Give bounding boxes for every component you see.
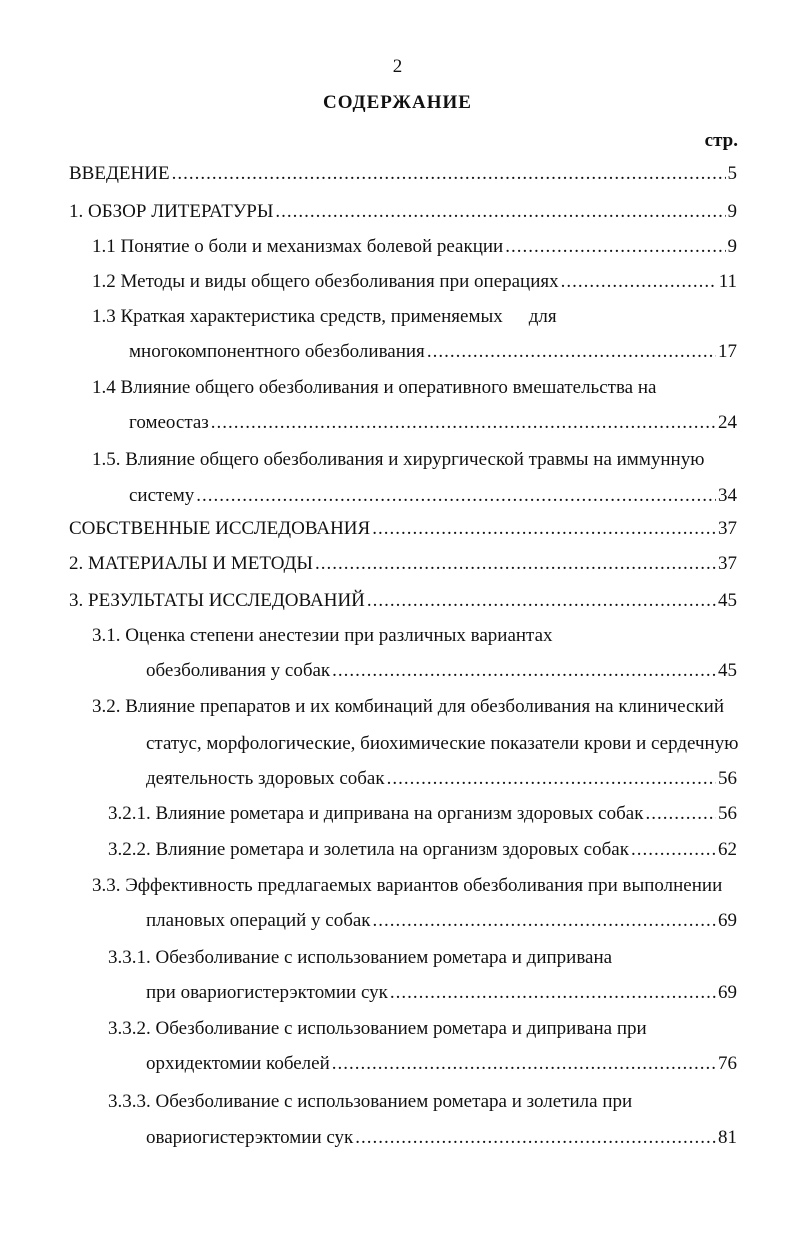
dot-leader [427, 338, 716, 366]
toc-entry-section-1-4-line-2[interactable] [129, 409, 737, 437]
toc-entry-section-3-2-line-3[interactable] [146, 765, 737, 793]
toc-entry-section-3-3-line-1[interactable] [92, 872, 722, 900]
dot-leader [372, 515, 716, 543]
toc-entry-section-3-3-3-line-1[interactable] [108, 1088, 632, 1116]
toc-page-number: 24 [718, 412, 737, 433]
toc-entry-title: при овариогистерэктомии сук [146, 982, 388, 1003]
toc-entry-title: систему [129, 485, 195, 506]
toc-entry-section-1-3-line-1[interactable] [92, 303, 557, 331]
toc-entry-title: 2. МАТЕРИАЛЫ И МЕТОДЫ [69, 553, 314, 574]
dot-leader [373, 907, 716, 935]
toc-entry-title: 3.3. Эффективность предлагаемых вариантов обезболивания при выполнении [92, 875, 723, 896]
toc-entry-title: 3.3.1. Обезболивание с использованием рометара и диприванa [108, 947, 613, 968]
toc-page-number: 45 [718, 590, 737, 611]
toc-page-number: 69 [718, 910, 737, 931]
toc-page-number: 76 [718, 1053, 737, 1074]
toc-page-number: 81 [718, 1127, 737, 1148]
toc-entry-title: СОБСТВЕННЫЕ ИССЛЕДОВАНИЯ [69, 518, 371, 539]
toc-entry-section-3-3-2-line-2[interactable] [146, 1050, 737, 1078]
toc-entry-section-1-5-line-2[interactable] [129, 482, 737, 510]
toc-entry-title: 1.3 Краткая характеристика средств, применяемых [92, 306, 503, 327]
dot-leader [505, 233, 725, 261]
toc-entry-title: деятельность здоровых собак [146, 768, 385, 789]
toc-entry-title: овариогистерэктомии сук [146, 1127, 354, 1148]
toc-entry-title: 1.4 Влияние общего обезболивания и оперативного вмешательства на [92, 377, 657, 398]
toc-entry-chapter-2[interactable] [69, 550, 737, 578]
toc-entry-section-1-4-line-1[interactable] [92, 374, 656, 402]
toc-entry-chapter-1[interactable] [69, 198, 737, 226]
toc-page-number: 11 [718, 271, 737, 292]
dot-leader [172, 160, 726, 188]
toc-entry-section-3-3-1-line-1[interactable] [108, 944, 612, 972]
toc-entry-section-3-2-2[interactable] [108, 836, 737, 864]
dot-leader [631, 836, 716, 864]
toc-entry-title: 3.2.1. Влияние рометара и диприванa на организм здоровых собак [108, 803, 644, 824]
toc-entry-title: ВВЕДЕНИЕ [69, 163, 170, 184]
toc-page-number: 56 [718, 768, 737, 789]
toc-entry-title: 3.3.2. Обезболивание с использованием рометара и диприванa при [108, 1018, 647, 1039]
toc-entry-own-research[interactable] [69, 515, 737, 543]
toc-entry-title: 1. ОБЗОР ЛИТЕРАТУРЫ [69, 201, 274, 222]
dot-leader [645, 800, 716, 828]
toc-entry-introduction[interactable] [69, 160, 737, 188]
toc-page-number: 45 [718, 660, 737, 681]
toc-page-number: 69 [718, 982, 737, 1003]
dot-leader [275, 198, 725, 226]
dot-leader [387, 765, 716, 793]
dot-leader [355, 1124, 716, 1152]
toc-entry-title: плановых операций у собак [146, 910, 371, 931]
toc-entry-chapter-3[interactable] [69, 587, 737, 615]
toc-entry-title: 3.2. Влияние препаратов и их комбинаций для обезболивания на клинический [92, 696, 725, 717]
toc-entry-section-1-2[interactable] [92, 268, 737, 296]
dot-leader [211, 409, 716, 437]
toc-entry-section-1-3-line-2[interactable] [129, 338, 737, 366]
toc-entry-section-3-1-line-2[interactable] [146, 657, 737, 685]
toc-entry-title: 3.3.3. Обезболивание с использованием рометара и золетила при [108, 1091, 633, 1112]
toc-entry-title: 1.2 Методы и виды общего обезболивания при операциях [92, 271, 559, 292]
toc-page-number: 37 [718, 553, 737, 574]
toc-entry-section-3-2-line-2[interactable] [146, 730, 738, 758]
toc-page-number: 62 [718, 839, 737, 860]
toc-entry-section-3-2-1[interactable] [108, 800, 737, 828]
dot-leader [315, 550, 716, 578]
toc-page-number: 17 [718, 341, 737, 362]
toc-entry-section-1-5-line-1[interactable] [92, 446, 704, 474]
page-number: 2 [392, 56, 403, 77]
toc-page-number: 9 [727, 236, 737, 257]
dot-leader [561, 268, 717, 296]
toc-entry-title: гомеостаз [129, 412, 209, 433]
toc-page-number: 56 [718, 803, 737, 824]
toc-entry-section-3-1-line-1[interactable] [92, 622, 553, 650]
toc-entry-title: 3. РЕЗУЛЬТАТЫ ИССЛЕДОВАНИЙ [69, 590, 365, 611]
toc-entry-section-3-3-line-2[interactable] [146, 907, 737, 935]
toc-entry-title: многокомпонентного обезболивания [129, 341, 425, 362]
dot-leader [332, 1050, 716, 1078]
toc-entry-section-1-1[interactable] [92, 233, 737, 261]
dot-leader [390, 979, 716, 1007]
toc-entry-title: орхидектомии кобелей [146, 1053, 330, 1074]
toc-entry-section-3-2-line-1[interactable] [92, 693, 724, 721]
toc-entry-title: статус, морфологические, биохимические показатели крови и сердечную [146, 733, 739, 754]
toc-entry-title: 3.2.2. Влияние рометара и золетила на организм здоровых собак [108, 839, 629, 860]
page-column-label: стр. [704, 130, 738, 151]
dot-leader [332, 657, 716, 685]
dot-leader [196, 482, 716, 510]
toc-page-number: 5 [727, 163, 737, 184]
toc-page-number: 9 [727, 201, 737, 222]
toc-entry-section-3-3-3-line-2[interactable] [146, 1124, 737, 1152]
dot-leader [367, 587, 716, 615]
toc-page-number: 34 [718, 485, 737, 506]
toc-entry-title: 1.1 Понятие о боли и механизмах болевой реакции [92, 236, 504, 257]
toc-entry-title: 3.1. Оценка степени анестезии при различных вариантах [92, 625, 553, 646]
toc-page-number: 37 [718, 518, 737, 539]
toc-entry-title: 1.5. Влияние общего обезболивания и хирургической травмы на иммунную [92, 449, 705, 470]
toc-entry-section-3-3-2-line-1[interactable] [108, 1015, 647, 1043]
page-title: СОДЕРЖАНИЕ [323, 92, 472, 113]
toc-entry-section-3-3-1-line-2[interactable] [146, 979, 737, 1007]
toc-entry-title-continued: для [528, 306, 557, 327]
toc-entry-title: обезболивания у собак [146, 660, 331, 681]
